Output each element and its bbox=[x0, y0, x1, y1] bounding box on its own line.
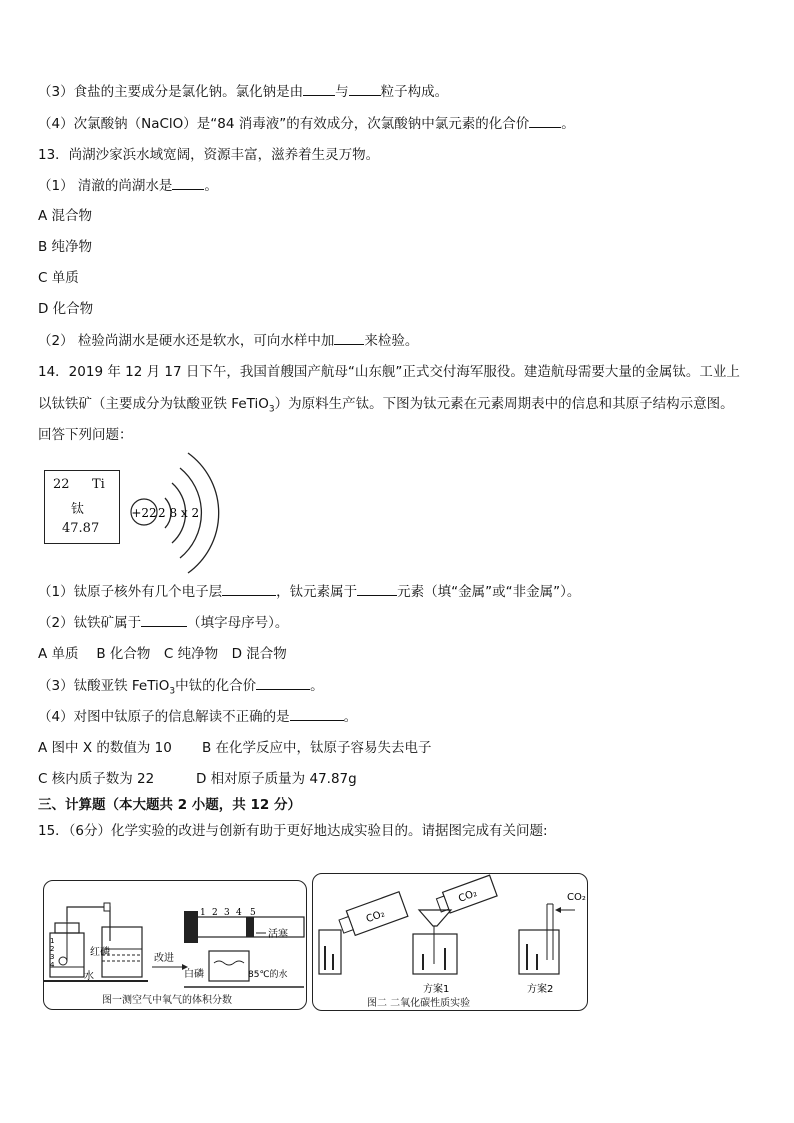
q13-option-c: C 单质 bbox=[38, 270, 79, 286]
q13-part2: （2） 检验尚湖水是硬水还是软水，可向水样中加 来检验。 bbox=[38, 333, 419, 349]
answer-blank[interactable] bbox=[357, 583, 397, 596]
hot-water-label: 85℃的水 bbox=[248, 970, 288, 980]
periodic-table-cell bbox=[44, 470, 120, 544]
figure-1-caption: 图一测空气中氧气的体积分数 bbox=[102, 995, 232, 1006]
q14-part2: （2）钛铁矿属于 （填字母序号）。 bbox=[38, 615, 289, 631]
q14-option-b: B 在化学反应中，钛原子容易失去电子 bbox=[202, 740, 432, 756]
white-phosphorus-label: 白磷 bbox=[184, 969, 204, 980]
answer-blank[interactable] bbox=[222, 583, 276, 596]
q14-option-c: C 核内质子数为 22 bbox=[38, 771, 155, 787]
q13-option-d: D 化合物 bbox=[38, 301, 94, 317]
piston-label: 活塞 bbox=[268, 929, 288, 940]
q13-option-a: A 混合物 bbox=[38, 208, 93, 224]
answer-blank[interactable] bbox=[256, 677, 310, 690]
svg-text:2: 2 bbox=[212, 908, 218, 918]
atomic-number: 22 bbox=[53, 477, 70, 492]
svg-text:2: 2 bbox=[50, 945, 55, 953]
q15-stem: 15．（6分）化学实验的改进与创新有助于更好地达成实验目的。请据图完成有关问题: bbox=[38, 823, 548, 839]
q14-part1: （1）钛原子核外有几个电子层 ，钛元素属于 元素（填“金属”或“非金属”）。 bbox=[38, 584, 581, 600]
answer-blank[interactable] bbox=[349, 83, 381, 96]
co2-label: CO₂ bbox=[457, 887, 479, 905]
q14-stem-line3: 回答下列问题： bbox=[38, 427, 133, 443]
element-name: 钛 bbox=[71, 502, 85, 517]
q13-part1: （1） 清澈的尚湖水是 。 bbox=[38, 178, 218, 194]
section-heading: 三、计算题（本大题共 2 小题，共 12 分） bbox=[38, 797, 301, 813]
red-phosphorus-label: 红磷 bbox=[90, 947, 110, 958]
q14-part3: （3）钛酸亚铁 FeTiO$_3$中钛的化合价 。 bbox=[38, 678, 324, 697]
co2-label: CO₂ bbox=[364, 908, 387, 926]
improve-label: 改进 bbox=[154, 953, 174, 964]
q13-stem: 13．尚湖沙家浜水域宽阔，资源丰富，滋养着生灵万物。 bbox=[38, 147, 380, 163]
q13-option-b: B 纯净物 bbox=[38, 239, 93, 255]
q14-stem-line2: 以钛铁矿（主要成分为钛酸亚铁 FeTiO$_3$）为原料生产钛。下图为钛元素在元素周期表中的信息和其原子结构示意图。 bbox=[38, 396, 734, 415]
figure-1-drawing bbox=[44, 881, 306, 1009]
answer-blank[interactable] bbox=[334, 332, 364, 345]
plan2-label: 方案2 bbox=[527, 984, 554, 995]
svg-text:4: 4 bbox=[236, 908, 242, 918]
answer-blank[interactable] bbox=[141, 614, 187, 627]
figure-2-caption: 图二 二氧化碳性质实验 bbox=[367, 998, 471, 1009]
q14-option-d: D 相对原子质量为 47.87g bbox=[196, 771, 357, 787]
svg-text:5: 5 bbox=[250, 908, 256, 918]
water-label: 水 bbox=[84, 971, 94, 982]
q12-part3: （3）食盐的主要成分是氯化钠。氯化钠是由 与 粒子构成。 bbox=[38, 84, 449, 100]
answer-blank[interactable] bbox=[172, 177, 204, 190]
atomic-mass: 47.87 bbox=[62, 521, 100, 536]
svg-text:1: 1 bbox=[200, 908, 206, 918]
co2-label: CO₂ bbox=[567, 892, 586, 903]
q14-part4: （4）对图中钛原子的信息解读不正确的是 。 bbox=[38, 709, 358, 725]
svg-text:3: 3 bbox=[224, 908, 230, 918]
shell-electrons: 2 8 x 2 bbox=[158, 506, 200, 520]
svg-text:3: 3 bbox=[50, 953, 55, 961]
q12-part4: （4）次氯酸钠（NaClO）是“84 消毒液”的有效成分，次氯酸钠中氯元素的化合价 。 bbox=[38, 116, 575, 132]
answer-blank[interactable] bbox=[529, 115, 561, 128]
nucleus-charge: +22 bbox=[131, 506, 157, 520]
q14-stem-line1: 14．2019 年 12 月 17 日下午，我国首艘国产航母“山东舰”正式交付海军服役。建造航母需要大量的金属钛。工业上 bbox=[38, 364, 740, 380]
q14-option-a: A 图中 X 的数值为 10 bbox=[38, 740, 172, 756]
q14-part2-options: A 单质 B 化合物 C 纯净物 D 混合物 bbox=[38, 646, 287, 662]
plan1-label: 方案1 bbox=[423, 984, 450, 995]
answer-blank[interactable] bbox=[303, 83, 335, 96]
atom-structure-diagram bbox=[125, 448, 220, 578]
figure-2-drawing bbox=[313, 874, 587, 1010]
answer-blank[interactable] bbox=[290, 708, 344, 721]
figure-2-panel bbox=[312, 873, 588, 1011]
figure-1-panel bbox=[43, 880, 307, 1010]
svg-text:4: 4 bbox=[50, 961, 55, 969]
svg-text:1: 1 bbox=[50, 937, 55, 945]
element-symbol: Ti bbox=[92, 477, 105, 492]
